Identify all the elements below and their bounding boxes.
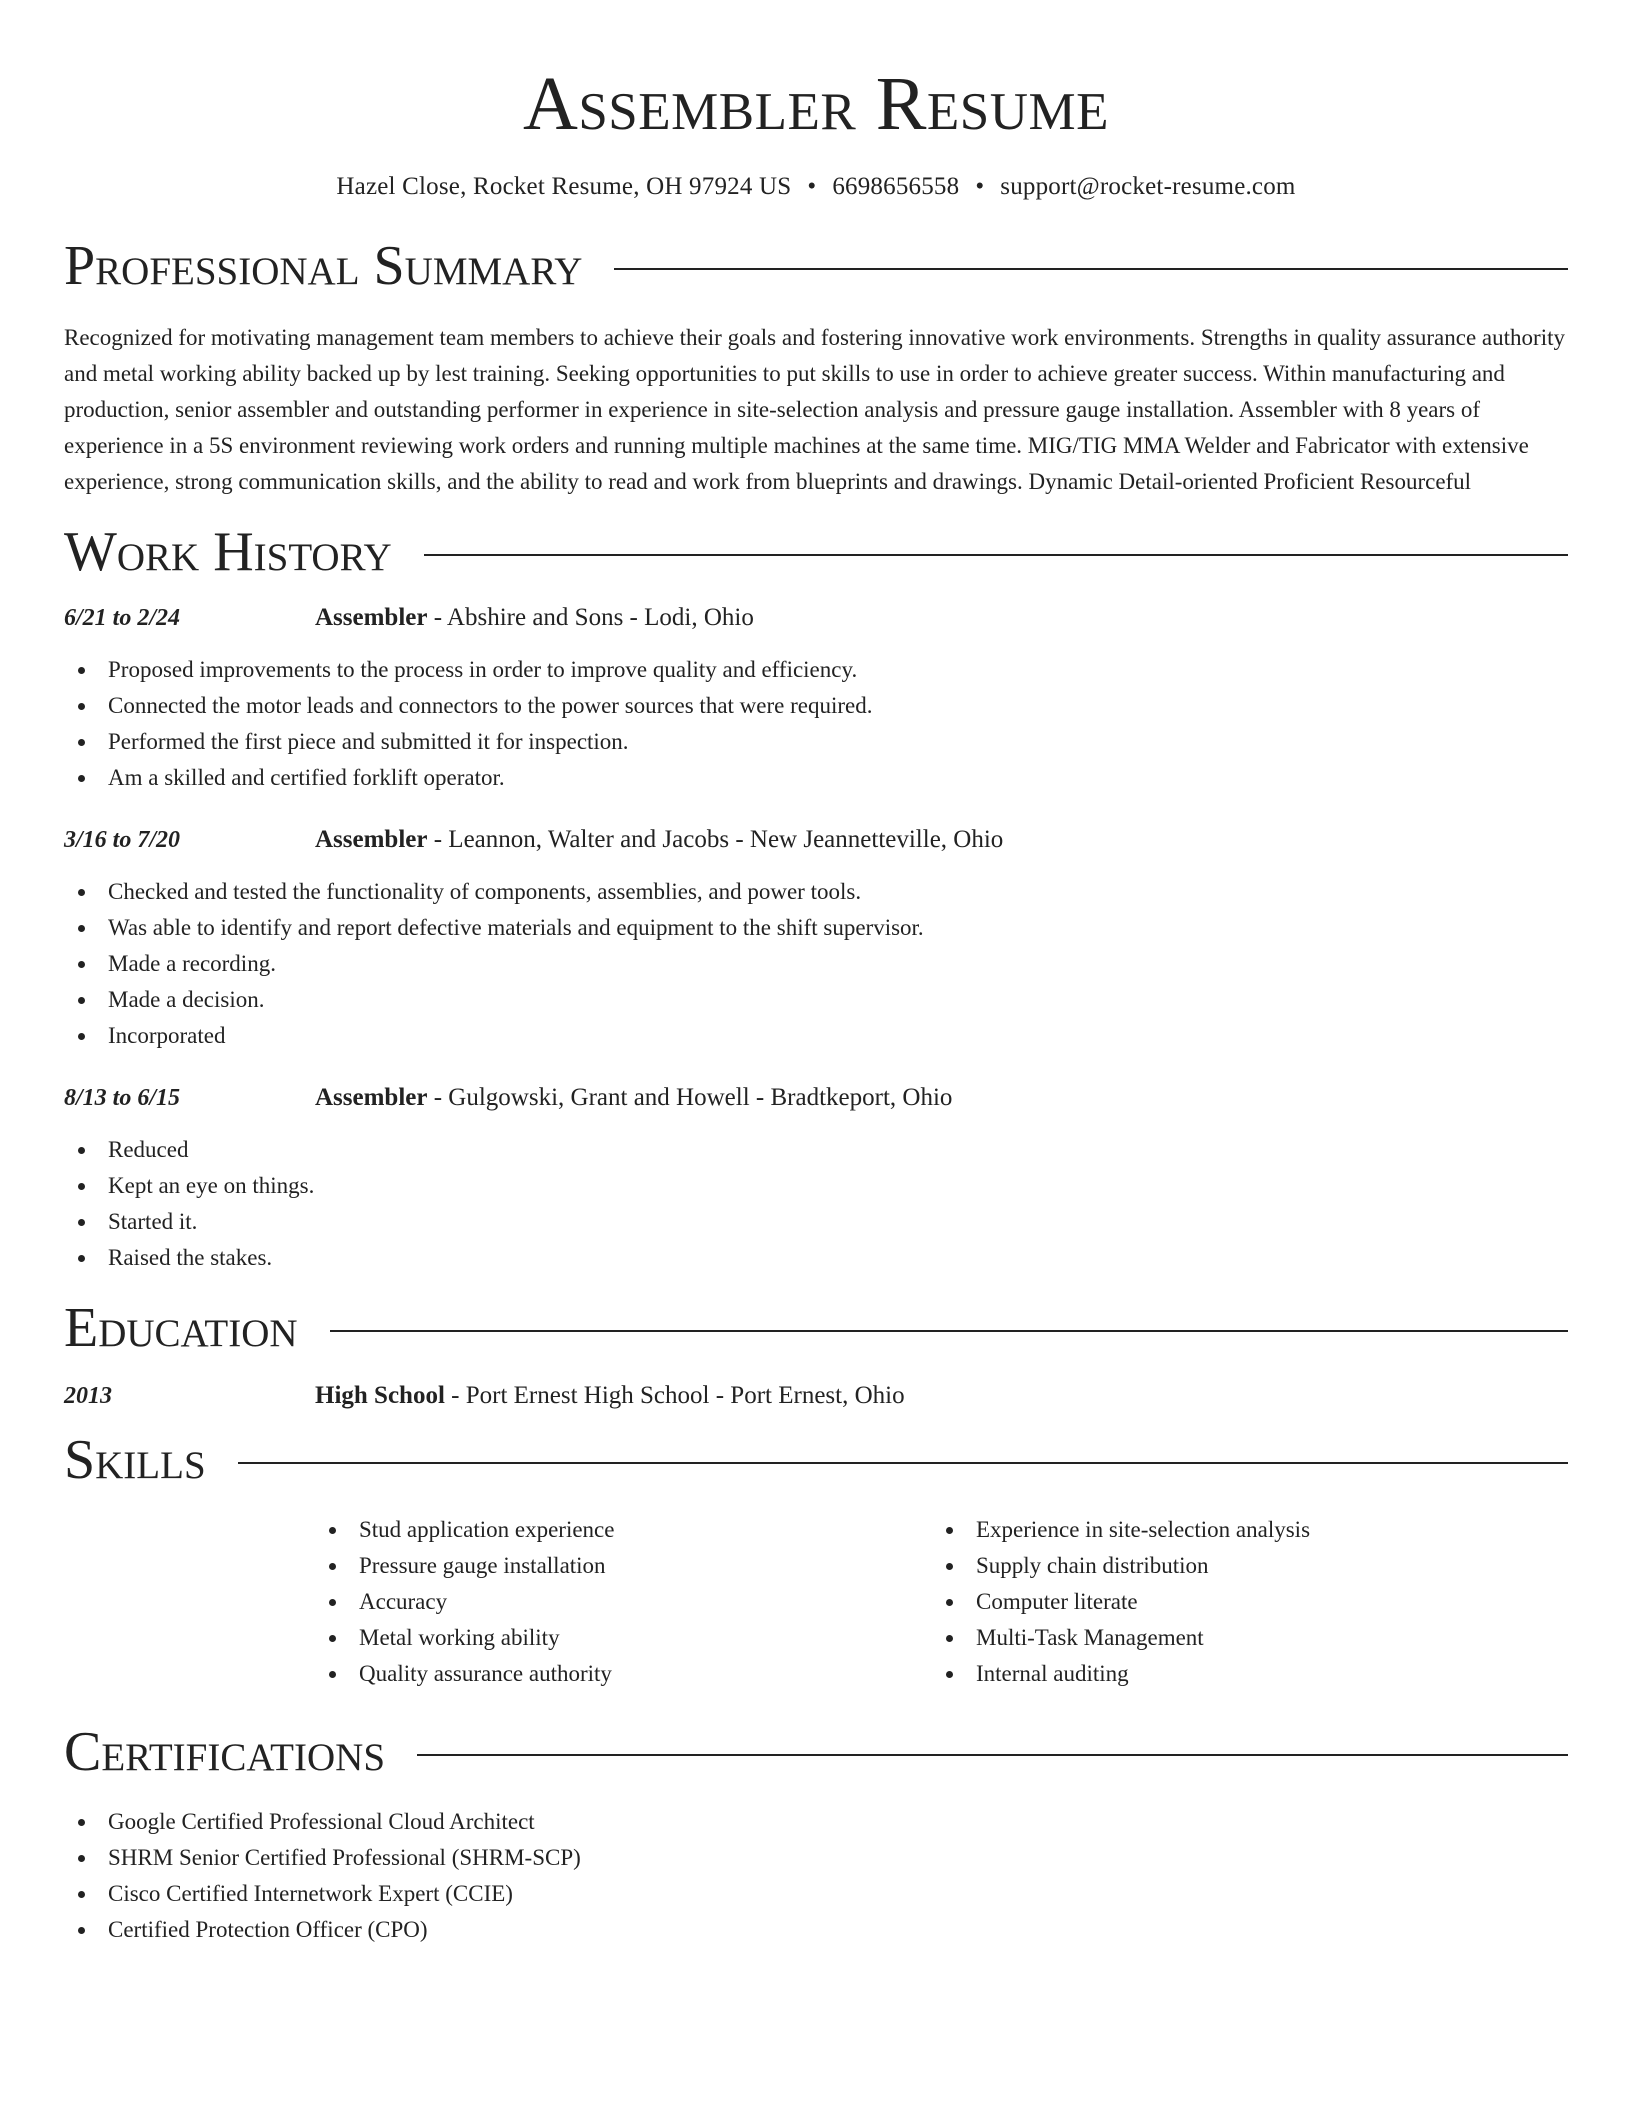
section-divider [330,1330,1568,1332]
section-divider [417,1754,1568,1756]
skills-column-right [932,1512,1549,1692]
job-dates: 6/21 to 2/24 [64,605,181,631]
contact-email: support@rocket-resume.com [1000,173,1296,200]
job-title: Assembler [315,826,428,853]
skill-item: Computer literate [932,1584,1549,1620]
skill-item: Internal auditing [932,1656,1549,1692]
list-item: Am a skilled and certified forklift operator. [64,760,1568,796]
education-year: 2013 [64,1383,112,1409]
summary-text: Recognized for motivating management team members to achieve their goals and fostering innovative work environments. Strengths in quality assurance authority and metal working ability backed up by lest training. Seeking opportunities to put skills to use in order to achieve greater success. Within manufacturing and production, senior assembler and outstanding performer in experience in site-selection analysis and pressure gauge installation. Assembler with 8 years of experience in a 5S environment reviewing work orders and running multiple machines at the same time. MIG/TIG MMA Welder and Fabricator with extensive experience, strong communication skills, and the ability to read and work from blueprints and drawings. Dynamic Detail-oriented Proficient Resourceful [64,325,1565,494]
education-section-header [64,1296,1568,1360]
certification-item: Google Certified Professional Cloud Architect [64,1804,1568,1840]
contact-separator: • [975,173,985,200]
job-entry [64,826,1568,1054]
job-title: Assembler [315,604,428,631]
skill-item: Accuracy [315,1584,932,1620]
contact-address: Hazel Close, Rocket Resume, OH 97924 US [336,173,792,200]
job-line [315,1084,952,1112]
certification-item: Certified Protection Officer (CPO) [64,1912,1568,1948]
job-line [315,604,754,632]
list-item: Checked and tested the functionality of components, assemblies, and power tools. [64,874,1568,910]
list-item: Made a decision. [64,982,1568,1018]
skills-column-left [315,1512,932,1692]
job-header [64,826,1568,854]
list-item: Was able to identify and report defective materials and equipment to the shift supervisor. [64,910,1568,946]
skill-item: Multi-Task Management [932,1620,1549,1656]
skill-item: Stud application experience [315,1512,932,1548]
certifications-heading: Certifications [64,1721,386,1783]
education-entry [64,1382,1568,1410]
job-title: Assembler [315,1084,428,1111]
education-line [315,1382,905,1410]
certification-item: Cisco Certified Internetwork Expert (CCIE) [64,1876,1568,1912]
job-duties [64,1132,1568,1276]
skills-heading: Skills [64,1429,206,1491]
list-item: Performed the first piece and submitted it for inspection. [64,724,1568,760]
education-degree: High School [315,1382,445,1409]
skill-item: Quality assurance authority [315,1656,932,1692]
summary-section-header [64,234,1568,298]
certification-item: SHRM Senior Certified Professional (SHRM-SCP) [64,1840,1568,1876]
resume-page [64,0,1568,1948]
contact-phone: 6698656558 [832,173,960,200]
education-school: - Port Ernest High School - Port Ernest, Ohio [444,1382,905,1409]
job-employer: - Leannon, Walter and Jacobs - New Jeannetteville, Ohio [427,826,1004,853]
summary-heading: Professional Summary [64,235,583,297]
job-dates: 8/13 to 6/15 [64,1085,181,1111]
section-divider [614,268,1568,270]
list-item: Raised the stakes. [64,1240,1568,1276]
contact-line [64,170,1568,204]
skill-item: Supply chain distribution [932,1548,1549,1584]
certifications-list [64,1804,1568,1948]
job-employer: - Abshire and Sons - Lodi, Ohio [427,604,754,631]
contact-separator: • [807,173,817,200]
work-heading: Work History [64,521,392,583]
job-dates: 3/16 to 7/20 [64,827,181,853]
skills-grid [315,1512,1568,1692]
work-section-header [64,520,1568,584]
resume-title: Assembler Resume [522,62,1110,146]
list-item: Incorporated [64,1018,1568,1054]
section-divider [424,554,1568,556]
list-item: Started it. [64,1204,1568,1240]
job-header [64,1084,1568,1112]
list-item: Made a recording. [64,946,1568,982]
list-item: Kept an eye on things. [64,1168,1568,1204]
job-line [315,826,1003,854]
skill-item: Experience in site-selection analysis [932,1512,1549,1548]
certifications-section-header [64,1720,1568,1784]
list-item: Connected the motor leads and connectors to the power sources that were required. [64,688,1568,724]
skills-section-header [64,1428,1568,1492]
list-item: Reduced [64,1132,1568,1168]
job-header [64,604,1568,632]
skill-item: Pressure gauge installation [315,1548,932,1584]
education-heading: Education [64,1297,298,1359]
job-duties [64,652,1568,796]
section-divider [238,1462,1568,1464]
job-duties [64,874,1568,1054]
skill-item: Metal working ability [315,1620,932,1656]
job-employer: - Gulgowski, Grant and Howell - Bradtkeport, Ohio [427,1084,953,1111]
job-entry [64,1084,1568,1276]
list-item: Proposed improvements to the process in order to improve quality and efficiency. [64,652,1568,688]
job-entry [64,604,1568,796]
